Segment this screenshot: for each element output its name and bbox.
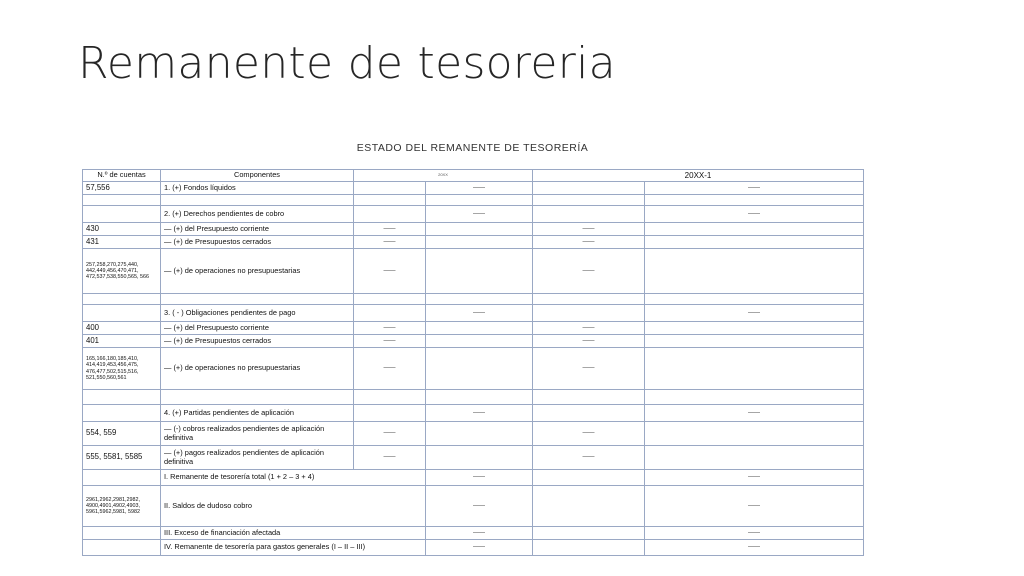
header-components: Componentes [161,170,354,182]
account-numbers: 2961,2962,2981,2982, 4900,4901,4902,4903, 5961,5962,5981, 5982 [83,486,161,527]
value-dash: —— [426,182,533,195]
table-row [83,446,864,470]
header-year-current: 20XX [354,170,533,182]
component-label: IV. Remanente de tesorería para gastos generales (I – II – III) [161,540,426,556]
table-row [83,540,864,556]
component-label: — (+) de Presupuestos cerrados [161,236,354,249]
component-label: — (+) del Presupuesto corriente [161,223,354,236]
table-row [83,294,864,305]
remanente-table [82,169,864,556]
value-dash: —— [354,322,426,335]
table-row [83,470,864,486]
value-dash: —— [426,486,533,527]
value-dash: —— [533,335,645,348]
value-dash: —— [645,182,864,195]
value-dash: —— [354,335,426,348]
value-dash: —— [645,486,864,527]
component-label: — (+) del Presupuesto corriente [161,322,354,335]
value-dash: —— [426,540,533,556]
header-accounts: N.º de cuentas [83,170,161,182]
table-row [83,486,864,527]
value-dash: —— [426,405,533,422]
account-numbers: 257,258,270,275,440, 442,449,456,470,471, 472,537,538,550,565, 566 [83,249,161,294]
table-row [83,527,864,540]
value-dash: —— [426,527,533,540]
account-numbers: 400 [83,322,161,335]
component-label: 2. (+) Derechos pendientes de cobro [161,206,354,223]
account-numbers: 555, 5581, 5585 [83,446,161,470]
slide-title: Remanente de tesoreria [78,38,616,89]
value-dash: —— [354,446,426,470]
table-header-row [83,170,864,182]
component-label: I. Remanente de tesorería total (1 + 2 – 3 + 4) [161,470,426,486]
component-label: 4. (+) Partidas pendientes de aplicación [161,405,354,422]
component-label: II. Saldos de dudoso cobro [161,486,426,527]
value-dash: —— [533,446,645,470]
table-row [83,405,864,422]
value-dash: —— [645,206,864,223]
component-label: — (+) de operaciones no presupuestarias [161,348,354,390]
table-row [83,182,864,195]
value-dash: —— [645,305,864,322]
component-label: — (+) de operaciones no presupuestarias [161,249,354,294]
account-numbers: 165,166,180,185,410, 414,419,453,456,475, 476,477,502,515,516, 521,550,560,561 [83,348,161,390]
table-row [83,223,864,236]
component-label: — (-) cobros realizados pendientes de aplicación definitiva [161,422,354,446]
component-label: 3. ( - ) Obligaciones pendientes de pago [161,305,354,322]
value-dash: —— [533,422,645,446]
value-dash: —— [354,236,426,249]
value-dash: —— [426,206,533,223]
table-row [83,236,864,249]
value-dash: —— [354,223,426,236]
account-numbers: 554, 559 [83,422,161,446]
component-label: III. Exceso de financiación afectada [161,527,426,540]
value-dash: —— [645,405,864,422]
value-dash: —— [426,305,533,322]
table-row [83,249,864,294]
value-dash: —— [533,249,645,294]
value-dash: —— [426,470,533,486]
document-title: ESTADO DEL REMANENTE DE TESORERÍA [356,142,589,154]
table-row [83,305,864,322]
account-numbers: 401 [83,335,161,348]
value-dash: —— [354,348,426,390]
component-label: — (+) pagos realizados pendientes de aplicación definitiva [161,446,354,470]
value-dash: —— [645,540,864,556]
table-row [83,422,864,446]
value-dash: —— [533,348,645,390]
value-dash: —— [533,236,645,249]
value-dash: —— [533,322,645,335]
table-row [83,206,864,223]
component-label: 1. (+) Fondos líquidos [161,182,354,195]
account-numbers: 431 [83,236,161,249]
table-row [83,390,864,405]
account-numbers: 57,556 [83,182,161,195]
value-dash: —— [645,527,864,540]
component-label: — (+) de Presupuestos cerrados [161,335,354,348]
header-year-previous: 20XX-1 [533,170,864,182]
table-row [83,348,864,390]
table-row [83,195,864,206]
value-dash: —— [354,249,426,294]
value-dash: —— [533,223,645,236]
table-row [83,322,864,335]
account-numbers: 430 [83,223,161,236]
value-dash: —— [645,470,864,486]
value-dash: —— [354,422,426,446]
table-row [83,335,864,348]
